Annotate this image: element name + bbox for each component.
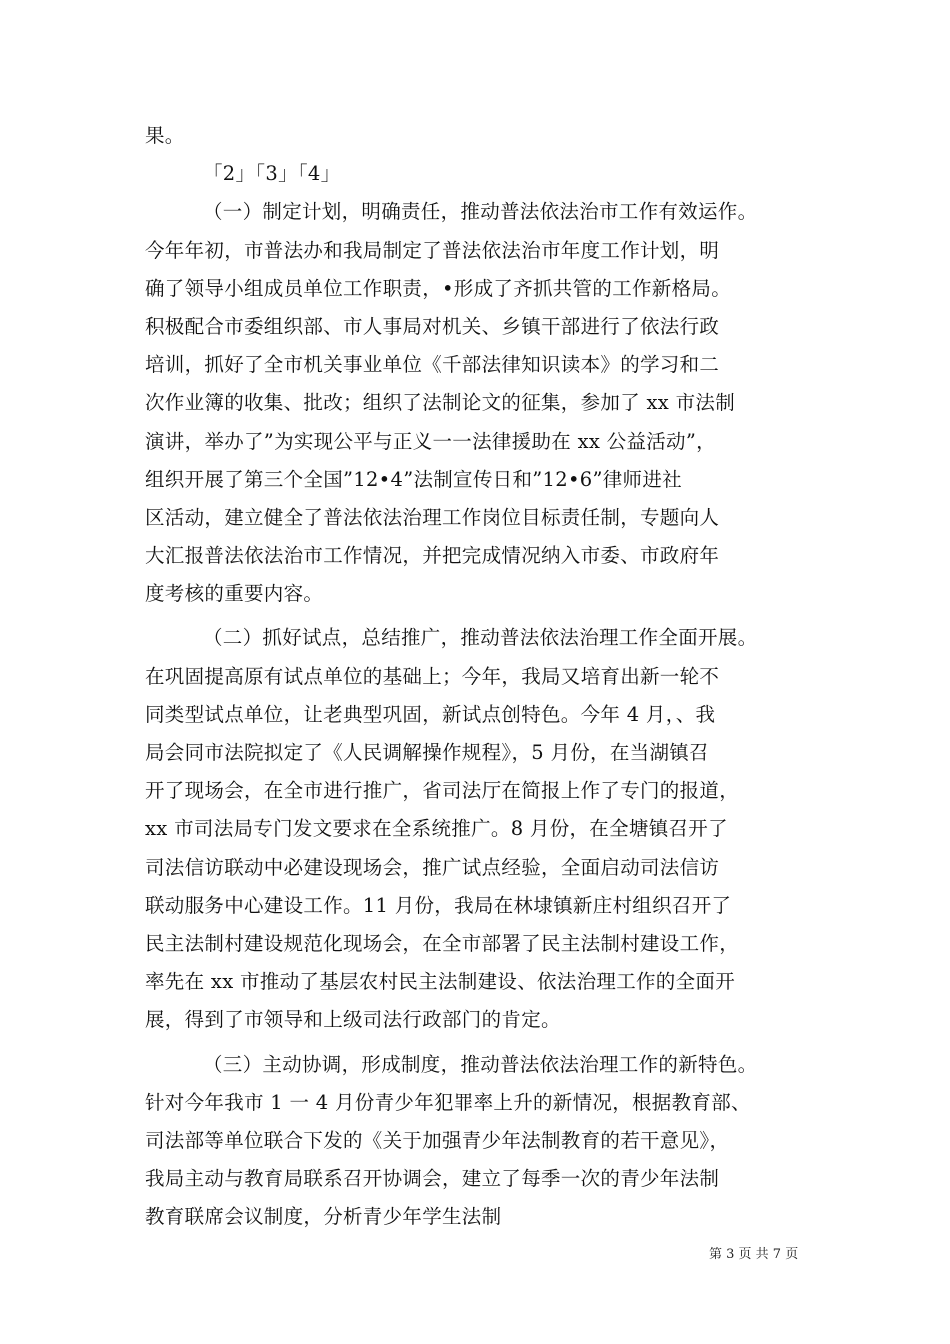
text-line: 教育联席会议制度，分析青少年学生法制 bbox=[145, 1205, 502, 1229]
section-heading-2: （二）抓好试点，总结推广，推动普法依法治理工作全面开展。 bbox=[203, 626, 758, 650]
text-line: 确了领导小组成员单位工作职责，•形成了齐抓共管的工作新格局。 bbox=[145, 276, 732, 300]
text-line: 司法部等单位联合下发的《关于加强青少年法制教育的若干意见》， bbox=[145, 1128, 730, 1152]
text-line: 局会同市法院拟定了《人民调解操作规程》，5 月份，在当湖镇召 bbox=[145, 741, 709, 764]
text-line: 区活动，建立健全了普法依法治理工作岗位目标责任制，专题向人 bbox=[145, 505, 720, 529]
text-line: 积极配合市委组织部、市人事局对机关、乡镇干部进行了依法行政 bbox=[145, 314, 720, 338]
text-line: 今年年初，市普法办和我局制定了普法依法治市年度工作计划，明 bbox=[145, 238, 720, 262]
text-line: 次作业簿的收集、批改；组织了法制论文的征集，参加了 xx 市法制 bbox=[145, 391, 735, 415]
text-line: 大汇报普法依法治市工作情况，并把完成情况纳入市委、市政府年 bbox=[145, 544, 720, 568]
text-line: 开了现场会，在全市进行推广，省司法厅在简报上作了专门的报道， bbox=[145, 779, 740, 803]
text-line: 演讲，举办了”为实现公平与正义一一法律援助在 xx 公益活动”， bbox=[145, 429, 716, 453]
text-line: 展，得到了市领导和上级司法行政部门的肯定。 bbox=[145, 1008, 561, 1032]
text-line: 组织开展了第三个全国”12•4”法制宣传日和”12•6”律师进社 bbox=[145, 467, 682, 491]
section-heading-3: （三）主动协调，形成制度，推动普法依法治理工作的新特色。 bbox=[203, 1052, 758, 1076]
reference-markers: 「2」「3」「4」 bbox=[203, 162, 341, 186]
text-line: 度考核的重要内容。 bbox=[145, 582, 324, 606]
text-line: 同类型试点单位，让老典型巩固，新试点创特色。今年 4 月，、我 bbox=[145, 702, 716, 726]
text-line: 联动服务中心建设工作。11 月份，我局在林埭镇新庄村组织召开了 bbox=[145, 893, 732, 917]
text-line: 率先在 xx 市推动了基层农村民主法制建设、依法治理工作的全面开 bbox=[145, 970, 735, 994]
text-line: 培训，抓好了全市机关事业单位《千部法律知识读本》的学习和二 bbox=[145, 353, 720, 377]
text-line: 针对今年我市 1 一 4 月份青少年犯罪率上升的新情况，根据教育部、 bbox=[145, 1090, 751, 1114]
text-line: 民主法制村建设规范化现场会，在全市部署了民主法制村建设工作， bbox=[145, 931, 740, 955]
page-number: 第 3 页 共 7 页 bbox=[709, 1247, 799, 1262]
text-line: 我局主动与教育局联系召开协调会，建立了每季一次的青少年法制 bbox=[145, 1167, 720, 1191]
text-line: xx 市司法局专门发文要求在全系统推广。8 月份，在全塘镇召开了 bbox=[145, 817, 728, 841]
text-line: 司法信访联动中必建设现场会，推广试点经验，全面启动司法信访 bbox=[145, 855, 720, 879]
text-line: 在巩固提高原有试点单位的基础上；今年，我局又培育出新一轮不 bbox=[145, 664, 720, 688]
text-line: 果。 bbox=[145, 124, 185, 147]
document-body bbox=[145, 117, 835, 1236]
section-heading-1: （一）制定计划，明确责任，推动普法依法治市工作有效运作。 bbox=[203, 200, 758, 224]
